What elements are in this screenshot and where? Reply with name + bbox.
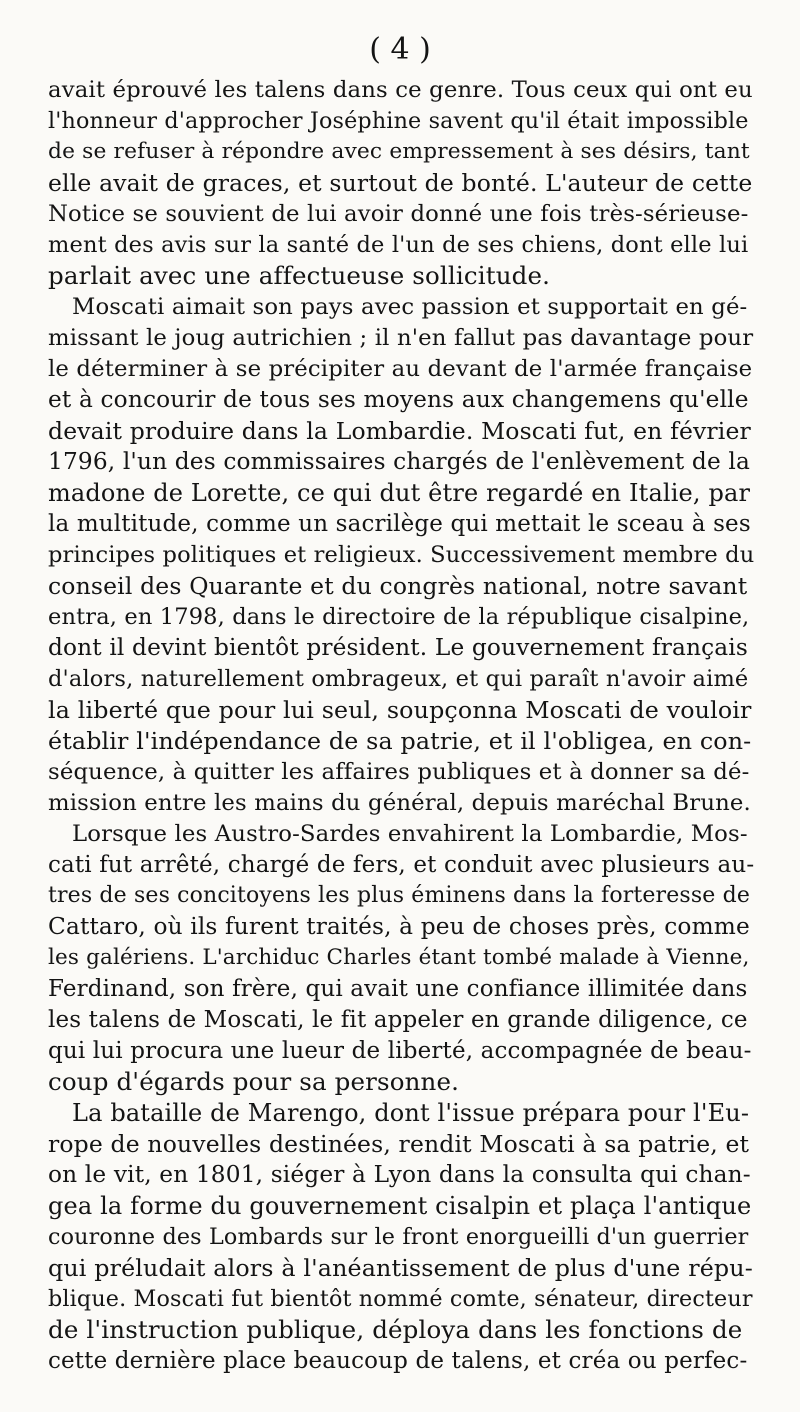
text-line: le déterminer à se précipiter au devant de l'armée française: [48, 356, 753, 382]
text-line: gea la forme du gouvernement cisalpin et plaça l'antique: [48, 1192, 752, 1220]
text-line: ment des avis sur la santé de l'un de ses chiens, dont elle lui: [48, 232, 749, 258]
text-line: devait produire dans la Lombardie. Moscati fut, en février: [48, 417, 751, 445]
text-line: l'honneur d'approcher Joséphine savent qu'il était impossible: [48, 108, 749, 134]
text-line: Cattaro, où ils furent traités, à peu de choses près, comme: [48, 913, 750, 940]
text-line: cette dernière place beaucoup de talens, et créa ou perfec-: [48, 1348, 748, 1374]
text-line: la liberté que pour lui seul, soupçonna Moscati de vouloir: [48, 696, 752, 724]
text-line: la multitude, comme un sacrilège qui mettait le sceau à ses: [48, 511, 751, 537]
text-line: les talens de Moscati, le fit appeler en grande diligence, ce: [48, 1007, 748, 1033]
text-line: Notice se souvient de lui avoir donné une fois très-sérieuse-: [48, 201, 749, 227]
paragraph-start-line: Lorsque les Austro-Sardes envahirent la Lombardie, Mos-: [72, 821, 748, 847]
text-line: conseil des Quarante et du congrès national, notre savant: [48, 572, 748, 600]
text-line: rope de nouvelles destinées, rendit Moscati à sa patrie, et: [48, 1130, 750, 1158]
text-line: entra, en 1798, dans le directoire de la république cisalpine,: [48, 604, 750, 630]
text-line: on le vit, en 1801, siéger à Lyon dans la consulta qui chan-: [48, 1161, 751, 1188]
text-line: et à concourir de tous ses moyens aux changemens qu'elle: [48, 386, 749, 413]
text-line: 1796, l'un des commissaires chargés de l'enlèvement de la: [48, 448, 750, 475]
text-line: mission entre les mains du général, depuis maréchal Brune.: [48, 790, 751, 816]
text-line: madone de Lorette, ce qui dut être regardé en Italie, par: [48, 479, 751, 507]
text-line: blique. Moscati fut bientôt nommé comte, sénateur, directeur: [48, 1286, 753, 1312]
text-line: séquence, à quitter les affaires publiques et à donner sa dé-: [48, 759, 750, 785]
text-line: d'alors, naturellement ombrageux, et qui paraît n'avoir aimé: [48, 666, 749, 692]
text-line: dont il devint bientôt président. Le gouvernement français: [48, 634, 748, 661]
text-line: couronne des Lombards sur le front enorgueilli d'un guerrier: [48, 1224, 749, 1250]
text-line: de se refuser à répondre avec empressement à ses désirs, tant: [48, 139, 750, 164]
text-line: de l'instruction publique, déploya dans les fonctions de: [48, 1315, 743, 1344]
page-number: ( 4 ): [369, 32, 431, 67]
text-line: tres de ses concitoyens les plus éminens dans la forteresse de: [48, 883, 750, 908]
text-line: avait éprouvé les talens dans ce genre. Tous ceux qui ont eu: [48, 77, 753, 103]
text-line: missant le joug autrichien ; il n'en fallut pas davantage pour: [48, 325, 754, 351]
text-line: les galériens. L'archiduc Charles étant tombé malade à Vienne,: [48, 945, 750, 970]
text-line: coup d'égards pour sa personne.: [48, 1067, 460, 1096]
text-line: qui préludait alors à l'anéantissement de plus d'une répu-: [48, 1254, 753, 1282]
text-line: parlait avec une affectueuse sollicitude.: [48, 261, 551, 290]
text-line: Ferdinand, son frère, qui avait une confiance illimitée dans: [48, 976, 748, 1002]
text-line: cati fut arrêté, chargé de fers, et conduit avec plusieurs au-: [48, 852, 755, 878]
text-line: qui lui procura une lueur de liberté, accompagnée de beau-: [48, 1038, 752, 1064]
text-line: établir l'indépendance de sa patrie, et il l'obligea, en con-: [48, 727, 752, 755]
text-line: principes politiques et religieux. Successivement membre du: [48, 542, 755, 568]
paragraph-start-line: Moscati aimait son pays avec passion et supportait en gé-: [72, 294, 748, 320]
text-line: elle avait de graces, et surtout de bonté. L'auteur de cette: [48, 169, 753, 197]
paragraph-start-line: La bataille de Marengo, dont l'issue prépara pour l'Eu-: [72, 1099, 750, 1127]
